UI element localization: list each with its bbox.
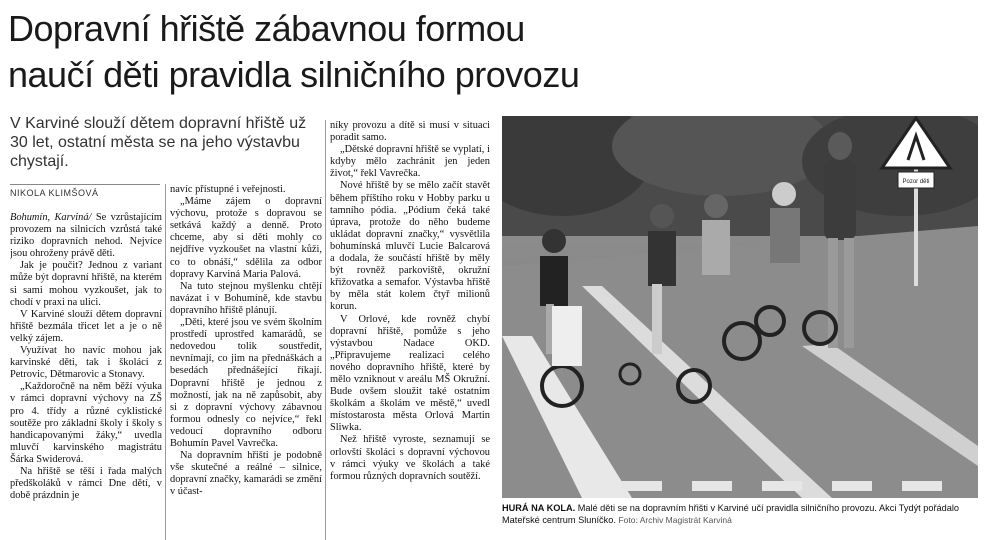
paragraph: V Orlové, kde rovněž chybí dopravní hřiště, pomůže s jeho výstavbou Nadace OKD. „Připravujeme realizaci celého nového dopravního hřiště, které by mělo vzniknout v areálu MŠ Okružní. Bude ovšem sloužit také ostatním školkám a školám ve městě,“ uvedl místostarosta města Orlová Martin Sliwka. xyxy=(330,313,490,434)
paragraph: Než hřiště vyroste, seznamují se orlovští školáci s dopravní výchovou v rámci výuky ve školách a také formou různých dopravních soutěží. xyxy=(330,434,490,482)
lede: V Karviné slouží dětem dopravní hřiště už 30 let, ostatní města se na jeho výstavbu chystají. xyxy=(10,115,307,170)
dateline: Bohumín, Karviná/ xyxy=(10,212,92,223)
paragraph: navíc přístupné i veřejnosti. xyxy=(170,184,286,195)
column-rule xyxy=(325,120,326,540)
paragraph: Využívat ho navíc mohou jak karvinské děti, tak i školáci z Petrovic, Dětmarovic a Stonavy. xyxy=(10,345,162,381)
paragraph: Na dopravním hřišti je podobně vše skutečné a reálné – silnice, dopravní značky, kamarádi se změní v účast- xyxy=(170,450,322,498)
paragraph: Na hřiště se těší i řada malých předškoláků v rámci Dne dětí, v době prázdnin je xyxy=(10,465,162,502)
paragraph: „Dětské dopravní hřiště se vyplatí, i kdyby mělo zachránit jen jeden život,“ řekl Vavrečka. xyxy=(330,144,490,180)
article-column-1 xyxy=(10,212,162,540)
article-column-2 xyxy=(170,184,322,540)
photo-credit: Foto: Archiv Magistrát Karviná xyxy=(618,515,732,525)
paragraph: „Děti, které jsou ve svém školním prostředí uprostřed kamarádů, se nedovedou tolik soustředit, nevnímají, co jim na přednáškách a besedách přednášející říkají. Dopravní hřiště je jednou z možností, jak na ně zapůsobit, aby si z dopravní výchovy zábavnou formou odnesly co nejvíce,“ řekl vedoucí dopravního odboru Bohumín Pavel Vavrečka. xyxy=(170,317,322,449)
paragraph: Na tuto stejnou myšlenku chtějí navázat i v Bohumíně, kde stavbu dopravního hřiště plánují. xyxy=(170,280,322,316)
caption-text: Malé děti se na dopravním hřišti v Karviné učí pravidla silničního provozu. Akci Tydýt pořádalo Mateřské centrum Sluníčko. xyxy=(502,503,960,525)
headline xyxy=(8,6,968,98)
article-column-3 xyxy=(330,120,490,540)
sign-text: Pozor děti xyxy=(902,179,930,185)
photo-children-on-bikes xyxy=(502,116,978,498)
byline: NIKOLA KLIMŠOVÁ xyxy=(10,184,160,198)
paragraph: „Máme zájem o dopravní výchovu, protože s dopravou se setkává každý a denně. Proto chceme, aby si děti mohly co nejdříve vyzkoušet na vlastní kůži, co to obnáší,“ sdělila za odbor dopravy Karviná Maria Palová. xyxy=(170,196,322,280)
paragraph: Nové hřiště by se mělo začít stavět během příštího roku v Hobby parku u tamního pódia. „Pódium čeká také úprava, protože do něho budeme ukládat dopravní značky,“ vysvětlila bohumínská mluvčí Lucie Balcarová a dodala, že součástí hřiště by měly být rovněž parkoviště, okružní křižovatka a semafor. Výstavba hřiště by měla stát kolem čtyř milionů korun. xyxy=(330,180,490,313)
photo-caption xyxy=(502,502,980,526)
caption-kicker: HURÁ NA KOLA. xyxy=(502,503,576,513)
paragraph: Bohumín, Karviná/ Se vzrůstajícím provozem na silnicích vzrůstá také riziko dopravních nehod. Nejvíce jsou ohroženy právě děti. xyxy=(10,212,162,260)
column-rule xyxy=(165,184,166,540)
headline-line-1: Dopravní hřiště zábavnou formou xyxy=(8,8,525,49)
paragraph: V Karviné slouží dětem dopravní hřiště bezmála třicet let a je o ně velký zájem. xyxy=(10,308,162,344)
paragraph: Jak je poučit? Jednou z variant může být dopravní hřiště, na kterém si sami mohou vyzkoušet, jak to chodí v praxi na ulici. xyxy=(10,260,162,308)
paragraph: níky provozu a dítě si musí v situaci poradit samo. xyxy=(330,120,490,144)
paragraph: „Každoročně na něm běží výuka v rámci dopravní výchovy na ZŠ pro 4. třídy a různé cyklistické soutěže pro základní školy i školy s handicapovanými žáky,“ uvedla mluvčí karvinského magistrátu Šárka Swiderová. xyxy=(10,381,162,465)
headline-line-2: naučí děti pravidla silničního provozu xyxy=(8,54,580,95)
